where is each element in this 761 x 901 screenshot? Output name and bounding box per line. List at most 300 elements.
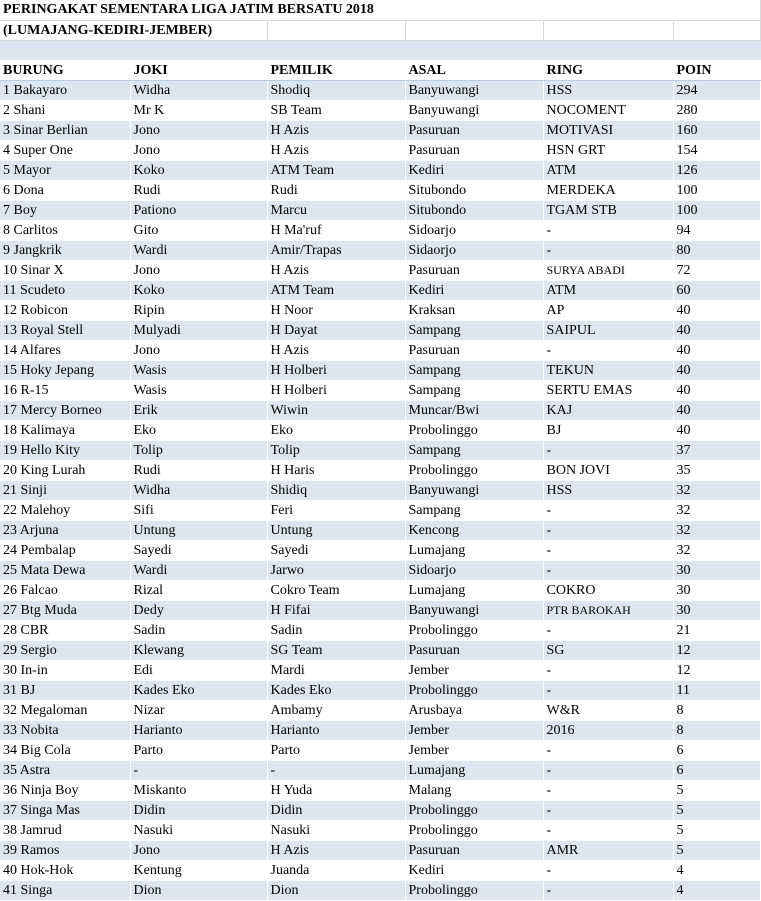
cell-joki[interactable]: Rudi — [130, 460, 267, 480]
cell-poin[interactable]: 5 — [673, 800, 760, 820]
cell-joki[interactable]: Koko — [130, 160, 267, 180]
cell-burung[interactable]: 39 Ramos — [0, 840, 130, 860]
cell-pemilik[interactable]: Feri — [267, 500, 405, 520]
table-row — [0, 440, 760, 460]
cell-pemilik[interactable]: ATM Team — [267, 160, 405, 180]
cell[interactable] — [673, 20, 760, 40]
cell-poin[interactable]: 4 — [673, 880, 760, 900]
cell-ring[interactable]: NOCOMENT — [543, 100, 673, 120]
cell-poin[interactable]: 21 — [673, 620, 760, 640]
cell-pemilik[interactable]: Cokro Team — [267, 580, 405, 600]
cell-joki[interactable]: Didin — [130, 800, 267, 820]
cell-pemilik[interactable]: Tolip — [267, 440, 405, 460]
column-header-burung[interactable]: BURUNG — [0, 60, 130, 80]
cell-poin[interactable]: 4 — [673, 860, 760, 880]
cell-ring[interactable]: - — [543, 560, 673, 580]
cell-joki[interactable]: Dedy — [130, 600, 267, 620]
cell-pemilik[interactable]: ATM Team — [267, 280, 405, 300]
cell-poin[interactable]: 5 — [673, 840, 760, 860]
cell-pemilik[interactable]: Shidiq — [267, 480, 405, 500]
cell-asal[interactable]: Jember — [405, 740, 543, 760]
cell-burung[interactable]: 33 Nobita — [0, 720, 130, 740]
cell[interactable] — [0, 40, 130, 60]
table-row — [0, 560, 760, 580]
cell-pemilik[interactable]: H Azis — [267, 120, 405, 140]
header-row — [0, 60, 760, 80]
cell-joki[interactable]: Edi — [130, 660, 267, 680]
cell-poin[interactable]: 30 — [673, 580, 760, 600]
cell-poin[interactable]: 40 — [673, 300, 760, 320]
table-row — [0, 360, 760, 380]
cell-pemilik[interactable]: Jarwo — [267, 560, 405, 580]
cell-asal[interactable]: Lumajang — [405, 760, 543, 780]
cell[interactable] — [543, 20, 673, 40]
cell-ring[interactable]: HSS — [543, 480, 673, 500]
cell[interactable] — [673, 40, 760, 60]
cell-pemilik[interactable]: Rudi — [267, 180, 405, 200]
cell-joki[interactable]: Klewang — [130, 640, 267, 660]
table-row — [0, 760, 760, 780]
cell-pemilik[interactable]: Ambamy — [267, 700, 405, 720]
cell-poin[interactable]: 154 — [673, 140, 760, 160]
cell[interactable] — [267, 40, 405, 60]
cell-asal[interactable]: Sidoarjo — [405, 560, 543, 580]
cell-burung[interactable]: 29 Sergio — [0, 640, 130, 660]
cell-burung[interactable]: 16 R-15 — [0, 380, 130, 400]
cell-asal[interactable]: Jember — [405, 720, 543, 740]
cell-pemilik[interactable]: H Ma'ruf — [267, 220, 405, 240]
cell-joki[interactable]: Parto — [130, 740, 267, 760]
table-row — [0, 140, 760, 160]
cell-joki[interactable]: Kentung — [130, 860, 267, 880]
cell-asal[interactable]: Sampang — [405, 360, 543, 380]
cell-burung[interactable]: 7 Boy — [0, 200, 130, 220]
cell-joki[interactable]: Miskanto — [130, 780, 267, 800]
cell-burung[interactable]: 20 King Lurah — [0, 460, 130, 480]
cell-asal[interactable]: Muncar/Bwi — [405, 400, 543, 420]
table-row — [0, 200, 760, 220]
column-header-joki[interactable]: JOKI — [130, 60, 267, 80]
cell-ring[interactable]: - — [543, 780, 673, 800]
cell-burung[interactable]: 24 Pembalap — [0, 540, 130, 560]
cell-burung[interactable]: 11 Scudeto — [0, 280, 130, 300]
cell-pemilik[interactable]: Nasuki — [267, 820, 405, 840]
cell-joki[interactable]: Jono — [130, 840, 267, 860]
cell-poin[interactable]: 280 — [673, 100, 760, 120]
cell-pemilik[interactable]: H Azis — [267, 260, 405, 280]
cell-ring[interactable]: - — [543, 540, 673, 560]
cell-ring[interactable]: - — [543, 620, 673, 640]
table-row — [0, 240, 760, 260]
cell-pemilik[interactable]: H Azis — [267, 340, 405, 360]
cell[interactable] — [543, 40, 673, 60]
cell-burung[interactable]: 36 Ninja Boy — [0, 780, 130, 800]
table-row — [0, 780, 760, 800]
cell-ring[interactable]: MOTIVASI — [543, 120, 673, 140]
sheet-subtitle[interactable]: (LUMAJANG-KEDIRI-JEMBER) — [0, 20, 267, 40]
cell[interactable] — [405, 40, 543, 60]
cell-burung[interactable]: 32 Megaloman — [0, 700, 130, 720]
cell-poin[interactable]: 126 — [673, 160, 760, 180]
cell-burung[interactable]: 4 Super One — [0, 140, 130, 160]
cell-poin[interactable]: 5 — [673, 780, 760, 800]
cell-ring[interactable]: ATM — [543, 280, 673, 300]
cell-pemilik[interactable]: Sayedi — [267, 540, 405, 560]
cell-asal[interactable]: Sampang — [405, 320, 543, 340]
cell-asal[interactable]: Pasuruan — [405, 120, 543, 140]
cell-asal[interactable]: Lumajang — [405, 580, 543, 600]
cell-ring[interactable]: - — [543, 800, 673, 820]
cell-joki[interactable]: Erik — [130, 400, 267, 420]
cell-joki[interactable]: Mr K — [130, 100, 267, 120]
cell-joki[interactable]: Widha — [130, 480, 267, 500]
cell-ring[interactable]: ATM — [543, 160, 673, 180]
cell-ring[interactable]: AP — [543, 300, 673, 320]
cell-asal[interactable]: Banyuwangi — [405, 480, 543, 500]
cell-poin[interactable]: 40 — [673, 380, 760, 400]
cell-burung[interactable]: 21 Sinji — [0, 480, 130, 500]
cell-ring[interactable]: - — [543, 440, 673, 460]
cell-burung[interactable]: 2 Shani — [0, 100, 130, 120]
table-row — [0, 120, 760, 140]
cell-ring[interactable]: 2016 — [543, 720, 673, 740]
cell-poin[interactable]: 94 — [673, 220, 760, 240]
cell-joki[interactable]: Jono — [130, 120, 267, 140]
cell-burung[interactable]: 37 Singa Mas — [0, 800, 130, 820]
cell-ring[interactable]: SAIPUL — [543, 320, 673, 340]
column-header-asal[interactable]: ASAL — [405, 60, 543, 80]
cell-joki[interactable]: Rudi — [130, 180, 267, 200]
table-row — [0, 280, 760, 300]
cell-pemilik[interactable]: H Azis — [267, 840, 405, 860]
cell-ring[interactable]: HSS — [543, 80, 673, 100]
cell-asal[interactable]: Probolinggo — [405, 800, 543, 820]
table-row — [0, 640, 760, 660]
cell-poin[interactable]: 12 — [673, 640, 760, 660]
cell-asal[interactable]: Kediri — [405, 280, 543, 300]
cell-poin[interactable]: 5 — [673, 820, 760, 840]
table-row — [0, 800, 760, 820]
cell-pemilik[interactable]: Dion — [267, 880, 405, 900]
cell-asal[interactable]: Situbondo — [405, 180, 543, 200]
cell-asal[interactable]: Arusbaya — [405, 700, 543, 720]
cell-poin[interactable]: 32 — [673, 540, 760, 560]
cell-asal[interactable]: Probolinggo — [405, 460, 543, 480]
cell-ring[interactable]: AMR — [543, 840, 673, 860]
cell-poin[interactable]: 40 — [673, 420, 760, 440]
cell-poin[interactable]: 37 — [673, 440, 760, 460]
sheet-title[interactable]: PERINGAKAT SEMENTARA LIGA JATIM BERSATU 2018 — [0, 0, 760, 20]
cell-pemilik[interactable]: H Azis — [267, 140, 405, 160]
table-row — [0, 100, 760, 120]
table-row — [0, 480, 760, 500]
table-row — [0, 720, 760, 740]
cell-burung[interactable]: 26 Falcao — [0, 580, 130, 600]
cell-ring[interactable]: TGAM STB — [543, 200, 673, 220]
cell-pemilik[interactable]: Shodiq — [267, 80, 405, 100]
cell-poin[interactable]: 32 — [673, 500, 760, 520]
cell-burung[interactable]: 12 Robicon — [0, 300, 130, 320]
cell-poin[interactable]: 30 — [673, 560, 760, 580]
cell-burung[interactable]: 22 Malehoy — [0, 500, 130, 520]
cell-pemilik[interactable]: H Noor — [267, 300, 405, 320]
cell-ring[interactable]: BON JOVI — [543, 460, 673, 480]
cell-pemilik[interactable]: Wiwin — [267, 400, 405, 420]
table-row — [0, 460, 760, 480]
cell-joki[interactable]: Ripin — [130, 300, 267, 320]
cell-poin[interactable]: 6 — [673, 760, 760, 780]
cell-asal[interactable]: Probolinggo — [405, 880, 543, 900]
cell-poin[interactable]: 40 — [673, 360, 760, 380]
cell-burung[interactable]: 10 Sinar X — [0, 260, 130, 280]
cell-joki[interactable]: Tolip — [130, 440, 267, 460]
table-row — [0, 660, 760, 680]
cell-joki[interactable]: Rizal — [130, 580, 267, 600]
cell-pemilik[interactable]: Harianto — [267, 720, 405, 740]
cell-asal[interactable]: Pasuruan — [405, 260, 543, 280]
cell-asal[interactable]: Pasuruan — [405, 340, 543, 360]
table-row — [0, 320, 760, 340]
cell-asal[interactable]: Probolinggo — [405, 680, 543, 700]
cell-poin[interactable]: 40 — [673, 320, 760, 340]
cell-ring[interactable]: - — [543, 340, 673, 360]
cell-joki[interactable]: Harianto — [130, 720, 267, 740]
cell-pemilik[interactable]: Marcu — [267, 200, 405, 220]
cell-burung[interactable]: 15 Hoky Jepang — [0, 360, 130, 380]
cell-burung[interactable]: 17 Mercy Borneo — [0, 400, 130, 420]
cell-joki[interactable]: Sadin — [130, 620, 267, 640]
cell-joki[interactable]: Wasis — [130, 380, 267, 400]
cell-pemilik[interactable]: H Dayat — [267, 320, 405, 340]
cell-asal[interactable]: Sampang — [405, 440, 543, 460]
cell-joki[interactable]: - — [130, 760, 267, 780]
cell-burung[interactable]: 23 Arjuna — [0, 520, 130, 540]
cell-burung[interactable]: 19 Hello Kity — [0, 440, 130, 460]
cell-poin[interactable]: 6 — [673, 740, 760, 760]
cell-pemilik[interactable]: H Holberi — [267, 360, 405, 380]
cell-pemilik[interactable]: Mardi — [267, 660, 405, 680]
table-row — [0, 340, 760, 360]
cell-ring[interactable]: COKRO — [543, 580, 673, 600]
cell-poin[interactable]: 294 — [673, 80, 760, 100]
cell-pemilik[interactable]: SG Team — [267, 640, 405, 660]
cell-asal[interactable]: Sidaorjo — [405, 240, 543, 260]
cell-burung[interactable]: 28 CBR — [0, 620, 130, 640]
cell-asal[interactable]: Probolinggo — [405, 620, 543, 640]
cell-burung[interactable]: 34 Big Cola — [0, 740, 130, 760]
cell-pemilik[interactable]: H Fifai — [267, 600, 405, 620]
cell-poin[interactable]: 40 — [673, 340, 760, 360]
cell-burung[interactable]: 40 Hok-Hok — [0, 860, 130, 880]
cell-burung[interactable]: 35 Astra — [0, 760, 130, 780]
cell-poin[interactable]: 11 — [673, 680, 760, 700]
cell-burung[interactable]: 18 Kalimaya — [0, 420, 130, 440]
cell-burung[interactable]: 25 Mata Dewa — [0, 560, 130, 580]
cell-poin[interactable]: 32 — [673, 520, 760, 540]
cell-burung[interactable]: 38 Jamrud — [0, 820, 130, 840]
cell-joki[interactable]: Kades Eko — [130, 680, 267, 700]
cell-burung[interactable]: 14 Alfares — [0, 340, 130, 360]
cell-poin[interactable]: 100 — [673, 200, 760, 220]
cell-asal[interactable]: Banyuwangi — [405, 80, 543, 100]
cell-pemilik[interactable]: H Yuda — [267, 780, 405, 800]
table-row — [0, 620, 760, 640]
table-row — [0, 520, 760, 540]
cell-pemilik[interactable]: H Holberi — [267, 380, 405, 400]
cell-joki[interactable]: Sifi — [130, 500, 267, 520]
cell-joki[interactable]: Nizar — [130, 700, 267, 720]
table-row — [0, 80, 760, 100]
cell-joki[interactable]: Mulyadi — [130, 320, 267, 340]
cell-asal[interactable]: Banyuwangi — [405, 100, 543, 120]
table-row — [0, 880, 760, 900]
cell-pemilik[interactable]: Untung — [267, 520, 405, 540]
cell-ring[interactable]: TEKUN — [543, 360, 673, 380]
title-row — [0, 0, 760, 20]
cell-joki[interactable]: Sayedi — [130, 540, 267, 560]
cell-burung[interactable]: 5 Mayor — [0, 160, 130, 180]
cell-poin[interactable]: 30 — [673, 600, 760, 620]
cell-asal[interactable]: Kraksan — [405, 300, 543, 320]
cell-pemilik[interactable]: Eko — [267, 420, 405, 440]
cell-burung[interactable]: 13 Royal Stell — [0, 320, 130, 340]
cell-asal[interactable]: Malang — [405, 780, 543, 800]
cell-ring[interactable]: SG — [543, 640, 673, 660]
table-row — [0, 300, 760, 320]
cell-asal[interactable]: Probolinggo — [405, 820, 543, 840]
cell-poin[interactable]: 80 — [673, 240, 760, 260]
cell-ring[interactable]: - — [543, 520, 673, 540]
cell-ring[interactable]: KAJ — [543, 400, 673, 420]
cell-ring[interactable]: - — [543, 660, 673, 680]
cell-ring[interactable]: - — [543, 220, 673, 240]
cell-joki[interactable]: Gito — [130, 220, 267, 240]
cell-joki[interactable]: Wardi — [130, 560, 267, 580]
cell-poin[interactable]: 8 — [673, 720, 760, 740]
cell-ring[interactable]: - — [543, 240, 673, 260]
cell-ring[interactable]: - — [543, 860, 673, 880]
cell-joki[interactable]: Wasis — [130, 360, 267, 380]
cell-ring[interactable]: - — [543, 740, 673, 760]
cell-joki[interactable]: Koko — [130, 280, 267, 300]
cell-pemilik[interactable]: Kades Eko — [267, 680, 405, 700]
cell-burung[interactable]: 30 In-in — [0, 660, 130, 680]
column-header-pemilik[interactable]: PEMILIK — [267, 60, 405, 80]
cell-asal[interactable]: Jember — [405, 660, 543, 680]
cell-burung[interactable]: 6 Dona — [0, 180, 130, 200]
cell-joki[interactable]: Dion — [130, 880, 267, 900]
cell-joki[interactable]: Jono — [130, 140, 267, 160]
cell-joki[interactable]: Widha — [130, 80, 267, 100]
table-row — [0, 600, 760, 620]
cell-poin[interactable]: 100 — [673, 180, 760, 200]
cell-asal[interactable]: Sampang — [405, 500, 543, 520]
cell-ring[interactable]: - — [543, 680, 673, 700]
cell-joki[interactable]: Jono — [130, 260, 267, 280]
cell-joki[interactable]: Untung — [130, 520, 267, 540]
table-row — [0, 580, 760, 600]
table-row — [0, 400, 760, 420]
cell-asal[interactable]: Sampang — [405, 380, 543, 400]
cell-asal[interactable]: Pasuruan — [405, 140, 543, 160]
cell-ring[interactable]: SERTU EMAS — [543, 380, 673, 400]
cell-ring[interactable]: - — [543, 820, 673, 840]
cell-asal[interactable]: Sidoarjo — [405, 220, 543, 240]
cell-joki[interactable]: Eko — [130, 420, 267, 440]
cell-ring[interactable]: MERDEKA — [543, 180, 673, 200]
column-header-poin[interactable]: POIN — [673, 60, 760, 80]
cell-poin[interactable]: 72 — [673, 260, 760, 280]
cell-ring[interactable]: - — [543, 880, 673, 900]
cell-ring[interactable]: BJ — [543, 420, 673, 440]
cell-ring[interactable]: - — [543, 760, 673, 780]
cell-poin[interactable]: 8 — [673, 700, 760, 720]
cell-pemilik[interactable]: H Haris — [267, 460, 405, 480]
cell-asal[interactable]: Kediri — [405, 160, 543, 180]
cell-joki[interactable]: Wardi — [130, 240, 267, 260]
cell-asal[interactable]: Banyuwangi — [405, 600, 543, 620]
cell-poin[interactable]: 35 — [673, 460, 760, 480]
table-row — [0, 540, 760, 560]
cell-pemilik[interactable]: Parto — [267, 740, 405, 760]
cell-pemilik[interactable]: Didin — [267, 800, 405, 820]
cell-pemilik[interactable]: Juanda — [267, 860, 405, 880]
cell[interactable] — [130, 40, 267, 60]
cell-poin[interactable]: 12 — [673, 660, 760, 680]
cell-burung[interactable]: 8 Carlitos — [0, 220, 130, 240]
table-row — [0, 740, 760, 760]
cell-poin[interactable]: 32 — [673, 480, 760, 500]
cell-asal[interactable]: Situbondo — [405, 200, 543, 220]
table-row — [0, 500, 760, 520]
cell-burung[interactable]: 41 Singa — [0, 880, 130, 900]
cell-burung[interactable]: 9 Jangkrik — [0, 240, 130, 260]
subtitle-row — [0, 20, 760, 40]
cell-asal[interactable]: Pasuruan — [405, 640, 543, 660]
cell-ring[interactable]: HSN GRT — [543, 140, 673, 160]
cell[interactable] — [405, 20, 543, 40]
cell-ring[interactable]: W&R — [543, 700, 673, 720]
cell-asal[interactable]: Kediri — [405, 860, 543, 880]
cell-ring[interactable]: SURYA ABADI — [543, 260, 673, 280]
cell-burung[interactable]: 3 Sinar Berlian — [0, 120, 130, 140]
cell-pemilik[interactable]: - — [267, 760, 405, 780]
cell-pemilik[interactable]: SB Team — [267, 100, 405, 120]
table-row — [0, 680, 760, 700]
cell-asal[interactable]: Probolinggo — [405, 420, 543, 440]
cell-asal[interactable]: Pasuruan — [405, 840, 543, 860]
cell-ring[interactable]: - — [543, 500, 673, 520]
cell-pemilik[interactable]: Amir/Trapas — [267, 240, 405, 260]
table-row — [0, 380, 760, 400]
cell-joki[interactable]: Nasuki — [130, 820, 267, 840]
column-header-ring[interactable]: RING — [543, 60, 673, 80]
table-row — [0, 700, 760, 720]
cell-burung[interactable]: 1 Bakayaro — [0, 80, 130, 100]
cell-poin[interactable]: 40 — [673, 400, 760, 420]
cell-asal[interactable]: Kencong — [405, 520, 543, 540]
cell-burung[interactable]: 27 Btg Muda — [0, 600, 130, 620]
cell-pemilik[interactable]: Sadin — [267, 620, 405, 640]
cell[interactable] — [267, 20, 405, 40]
cell-poin[interactable]: 160 — [673, 120, 760, 140]
cell-burung[interactable]: 31 BJ — [0, 680, 130, 700]
cell-asal[interactable]: Lumajang — [405, 540, 543, 560]
cell-joki[interactable]: Pationo — [130, 200, 267, 220]
cell-poin[interactable]: 60 — [673, 280, 760, 300]
cell-ring[interactable]: PTR BAROKAH — [543, 600, 673, 620]
cell-joki[interactable]: Jono — [130, 340, 267, 360]
